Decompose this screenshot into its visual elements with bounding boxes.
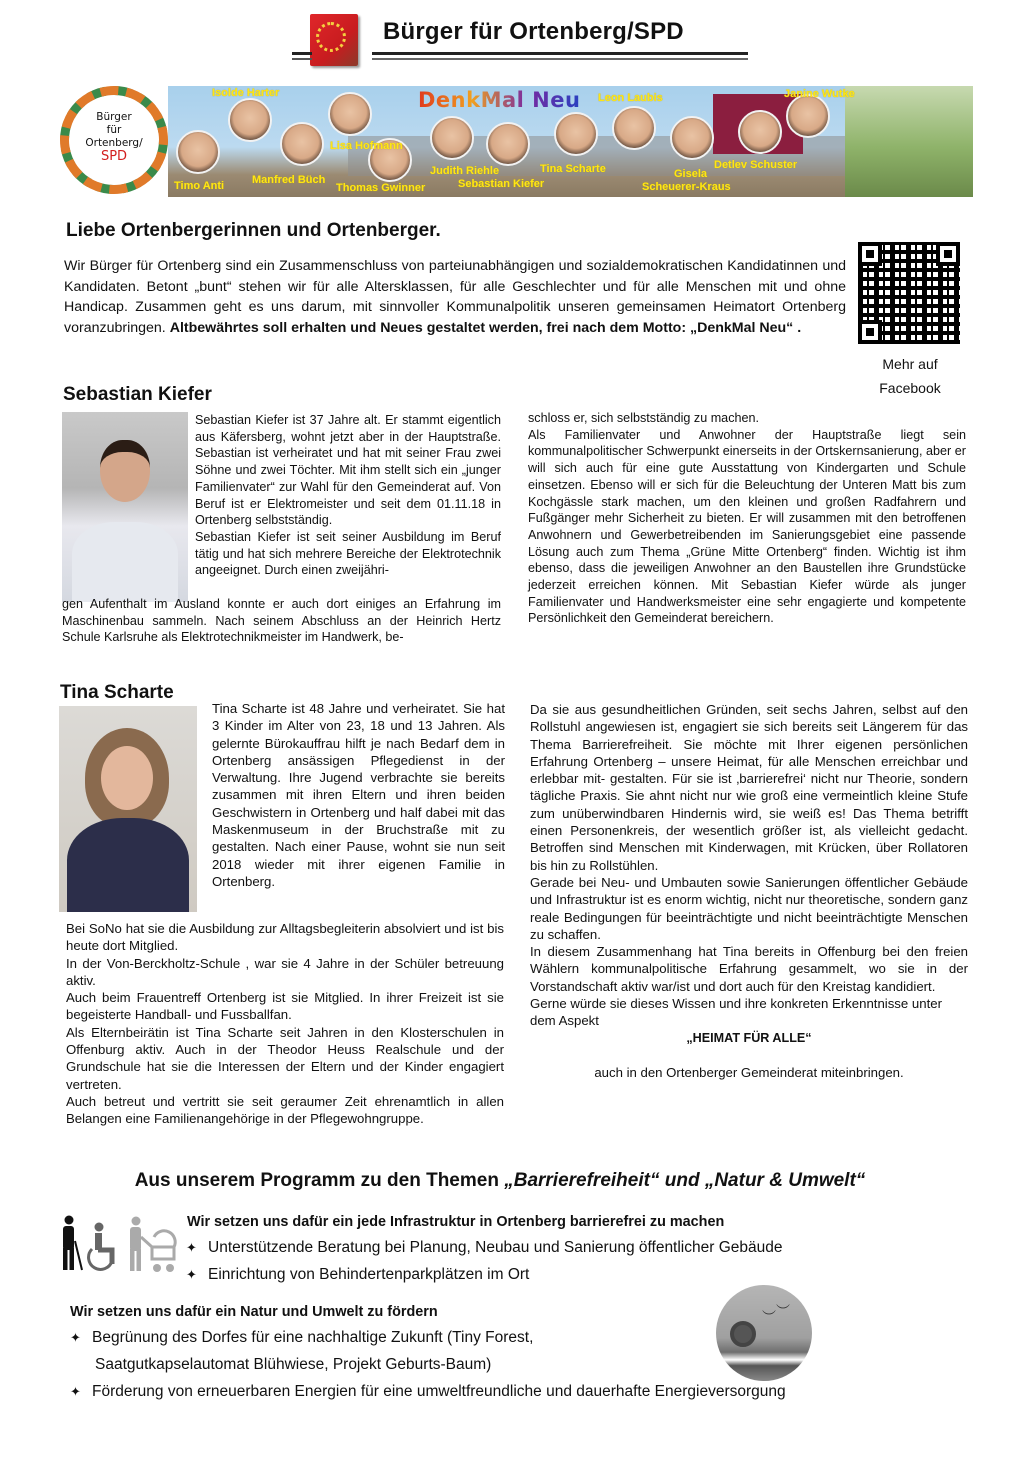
bio-paragraph: Auch beim Frauentreff Ortenberg ist sie Mitglied. In ihrer Freizeit ist sie begeisterte Handball- und Fussballfan. (66, 990, 504, 1023)
bird-icon: ︶ (776, 1303, 790, 1319)
wheelchair-icon (89, 1223, 112, 1270)
intro-paragraph (64, 256, 846, 338)
program-heading-text: Aus unserem Programm zu den Themen (134, 1170, 505, 1191)
star-bullet-icon: ✦ (186, 1267, 197, 1282)
nature-heading: Wir setzen uns dafür ein Natur und Umwelt zu fördern (70, 1304, 438, 1320)
accessibility-heading: Wir setzen uns dafür ein jede Infrastruktur in Ortenberg barrierefrei zu machen (187, 1214, 725, 1230)
qr-caption (860, 352, 960, 400)
page-title: Bürger für Ortenberg/SPD (383, 18, 684, 45)
logo-text-spd: SPD (100, 149, 128, 164)
candidates-banner (168, 86, 973, 197)
tree-icon (730, 1321, 756, 1347)
candidate-portrait (738, 110, 782, 154)
list-item-text: Unterstützende Beratung bei Planung, Neubau und Sanierung öffentlicher Gebäude (208, 1239, 783, 1256)
candidate-portrait (612, 106, 656, 150)
bio-paragraph: In diesem Zusammenhang hat Tina bereits in Offenburg bei den freien Wählern kommunalpolitische Erfahrung gesammelt, wo sie in der Vorstandschaft aktiv war/ist und dort auch für den Kreistag kandidiert. (530, 944, 968, 994)
portrait-sebastian-kiefer (62, 412, 188, 602)
list-item (186, 1234, 783, 1261)
star-bullet-icon: ✦ (70, 1384, 81, 1399)
intro-heading: Liebe Ortenbergerinnen und Ortenberger. (66, 220, 441, 241)
candidate-label: Detlev Schuster (714, 159, 798, 171)
accessibility-list (186, 1234, 783, 1288)
program-heading-topics: „Barrierefreiheit“ und „Natur & Umwelt“ (504, 1170, 866, 1191)
nature-landscape-icon (716, 1285, 812, 1381)
candidate-label: Lisa Hofmann (330, 140, 403, 152)
qr-finder (936, 242, 960, 266)
bio-paragraph: Gerade bei Neu- und Umbauten sowie Sanierungen öffentlicher Gebäude und Infrastruktur ist es enorm wichtig, nicht nur theoretische, sondern ganz reale Bedingungen für beeinträchtigte und nicht beeinträchtigte Menschen zu schaffen. (530, 874, 968, 942)
star-bullet-icon: ✦ (186, 1240, 197, 1255)
logo-text: Bürger (96, 111, 132, 123)
group-photo (845, 86, 973, 197)
qr-finder (858, 242, 882, 266)
candidate-label: Sebastian Kiefer (458, 178, 545, 190)
party-logo (60, 86, 168, 194)
qr-caption-line: Facebook (879, 380, 941, 396)
scharte-bio-column-1: Tina Scharte ist 48 Jahre und verheiratet. Sie hat 3 Kinder im Alter von 23, 18 und 13 Jahren. Als gelernte Bürokauffrau hilft je nach Bedarf dem in Ortenberg ansässigen Pflegedienst in der Verwaltung. Ihre Jugend verbrachte sie bereits zusammen mit ihren Eltern und ihren beiden Geschwistern in Ortenberg und half dabei mit das Maskenmuseum in der Bruchstraße mit zu gestalten. Nach einer Pause, wohnt sie nun seit 2018 wieder mit ihrer eigenen Familie in Ortenberg. (212, 701, 505, 889)
candidate-portrait (430, 116, 474, 160)
list-item-text: Begrünung des Dorfes für eine nachhaltige Zukunft (Tiny Forest, (92, 1329, 534, 1346)
logo-text: für (106, 124, 122, 136)
candidate-label: Leon Laubis (598, 92, 663, 104)
candidate-portrait (486, 122, 530, 166)
bio-paragraph: Als Familienvater und Anwohner der Hauptstraße liegt sein kommunalpolitischer Schwerpunkt einerseits in der Ortskernsanierung, aber er will sich auch für eine gute Ausstattung von Kindergarten und Schule einsetzen. Ebenso will er sich für die Beleuchtung der Unteren Matt bis zum Kochgässle stark machen, um den kleinen und großen Radfahrern und Fußgänger mehr Sicherheit zu bieten. Er will zusammen mit den betroffenen Anwohnern und Gewerbetreibenden im Sanierungsgebiet eine passende Lösung auch zum Thema „Grüne Mitte Ortenberg“ finden. Wichtig ist ihm ebenso, dass die jeweiligen Anwohner an den Baustellen ihre Grundstücke jederzeit erreichen können. Mit Sebastian Kiefer würde als junger Familienvater und Handwerksmeister eine sehr engagierte und kompetente Persönlichkeit den Gemeinderat bereichern. (528, 427, 966, 626)
candidate-portrait (228, 98, 272, 142)
header-rule (292, 52, 312, 55)
kiefer-bio-column-1 (195, 412, 501, 579)
bio-paragraph: Sebastian Kiefer ist 37 Jahre alt. Er stammt eigentlich aus Käfersberg, wohnt jetzt aber in der Hauptstraße. Sebastian ist verheiratet und hat mit seiner Frau zwei Söhne und zwei Töchter. Mit ihm stellt sich ein „junger Familienvater“ zur Wahl für den Gemeinderat auf. Von Beruf ist er Elektromeister und seit dem 01.11.18 in Ortenberg selbstständig. (195, 413, 501, 528)
bio-paragraph: Da sie aus gesundheitlichen Gründen, seit sechs Jahren, selbst auf den Rollstuhl angewiesen ist, engagiert sie sich bereits seit Längerem für das Thema Barrierefreiheit. Sie möchte mit Ihrer eigenen persönlichen Erfahrung Ortenberg – unsere Heimat, für alle Menschen erreichbar und erlebbar mit- gestalten. Für sie ist ‚barrierefrei‘ nicht nur Theorie, sondern tägliche Praxis. Sie ahnt nicht nur wie groß eine vermeintlich kleine Stufe zum unüberwindbaren Hindernis wird, sie weiß es! Das Thema betrifft einen Personenkreis, der wesentlich größer ist, als vielleicht gedacht. Betroffen sind Menschen mit Kinderwagen, mit Krücken, über Rollatoren bis hin zu Rollstühlen. (530, 702, 968, 873)
accessibility-icons (60, 1215, 185, 1275)
scharte-bio-column-2 (530, 701, 968, 1081)
person-with-cane-icon (63, 1216, 82, 1271)
candidate-label: Manfred Büch (252, 174, 326, 186)
bio-paragraph: Bei SoNo hat sie die Ausbildung zur Alltagsbegleiterin absolviert und ist bis heute dort Mitglied. (66, 921, 504, 954)
logo-text: Ortenberg/ (85, 137, 143, 149)
program-heading (0, 1170, 1000, 1192)
qr-caption-line: Mehr auf (882, 356, 938, 372)
facebook-qr-code[interactable] (858, 242, 960, 344)
bio-paragraph: Sebastian Kiefer ist seit seiner Ausbildung im Beruf tätig und hat sich mehrere Bereiche der Elektrotechnik angeeignet. Durch einen zweijähri- (195, 529, 501, 578)
slogan-denkmal-neu: DenkMal Neu (418, 88, 581, 112)
list-item-text: Förderung von erneuerbaren Energien für eine umweltfreundliche und dauerhafte Energieversorgung (92, 1383, 786, 1400)
bio-paragraph: In der Von-Berckholtz-Schule , war sie 4 Jahre in der Schüler betreuung aktiv. (66, 955, 504, 988)
intro-motto: Altbewährtes soll erhalten und Neues gestaltet werden, frei nach dem Motto: „DenkMal Neu“ . (169, 319, 802, 336)
bio-paragraph: Gerne würde sie dieses Wissen und ihre konkreten Erkenntnisse unter dem Aspekt (530, 996, 942, 1029)
candidate-heading-kiefer: Sebastian Kiefer (63, 384, 212, 405)
candidate-portrait (280, 122, 324, 166)
kiefer-bio-column-2 (528, 410, 966, 627)
qr-finder (858, 320, 882, 344)
candidate-label: Judith Riehle (430, 165, 500, 177)
scharte-bio-column-1-bottom (66, 920, 504, 1128)
candidate-label: Thomas Gwinner (336, 182, 426, 194)
candidate-label: Isolde Harter (212, 87, 280, 99)
bio-paragraph: Auch betreut und vertritt sie seit geraumer Zeit ehrenamtlich in allen Belangen eine Familienangehörige in der Pflegewohngruppe. (66, 1093, 504, 1127)
header-rule (292, 58, 312, 60)
header-logo-cube (310, 14, 358, 66)
header-rule (372, 52, 748, 55)
candidate-label: Janine Wutke (784, 88, 855, 100)
candidate-label: Gisela (674, 168, 708, 180)
portrait-tina-scharte (59, 706, 197, 912)
candidate-label: Scheuerer-Kraus (642, 181, 731, 193)
candidate-heading-scharte: Tina Scharte (60, 682, 174, 703)
bio-paragraph: schloss er, sich selbstständig zu machen. (528, 411, 759, 425)
motto-heimat-fuer-alle: „HEIMAT FÜR ALLE“ (686, 1030, 812, 1045)
star-bullet-icon: ✦ (70, 1330, 81, 1345)
bio-paragraph: Als Elternbeirätin ist Tina Scharte seit Jahren in den Klosterschulen in Offenburg aktiv. Auch in der Theodor Heuss Realschule und der Grundschule hat sie die Interessen der Eltern und der Kinder engagiert vertreten. (66, 1024, 504, 1092)
stroller-parent-icon (130, 1217, 175, 1273)
closing-line: auch in den Ortenberger Gemeinderat miteinbringen. (594, 1064, 904, 1080)
candidate-portrait (176, 130, 220, 174)
list-item (70, 1378, 930, 1405)
list-item-text: Einrichtung von Behindertenparkplätzen im Ort (208, 1266, 530, 1283)
list-item-text: Saatgutkapselautomat Blühwiese, Projekt Geburts-Baum) (95, 1356, 492, 1373)
candidate-portrait (786, 94, 830, 138)
bird-icon: ︶ (762, 1309, 776, 1325)
candidate-portrait (554, 112, 598, 156)
list-item (186, 1261, 783, 1288)
header-rule (372, 58, 748, 60)
candidate-portrait (328, 92, 372, 136)
intro-text: Wir Bürger für Ortenberg sind ein Zusammenschluss von parteiunabhängigen und sozialdemokratischen Kandidatinnen und Kandidaten. Betont „bunt“ stehen wir für alle Altersklassen, für alle Geschlechter und für alle Menschen mit und ohne Handicap. Zusammen geht es uns darum, mit sinnvoller Kommunalpolitik unseren gemeinsamen Heimatort Ortenberg voranzubringen. (64, 258, 846, 336)
candidate-label: Tina Scharte (540, 163, 606, 175)
kiefer-bio-column-1-bottom: gen Aufenthalt im Ausland konnte er auch dort einiges an Erfahrung im Maschinenbau sammeln. Nach seinem Abschluss an der Heinrich Hertz Schule Karlsruhe als Elektrotechnikmeister im Handwerk, be- (62, 597, 501, 645)
candidate-label: Timo Anti (174, 180, 225, 192)
candidate-portrait (670, 116, 714, 160)
